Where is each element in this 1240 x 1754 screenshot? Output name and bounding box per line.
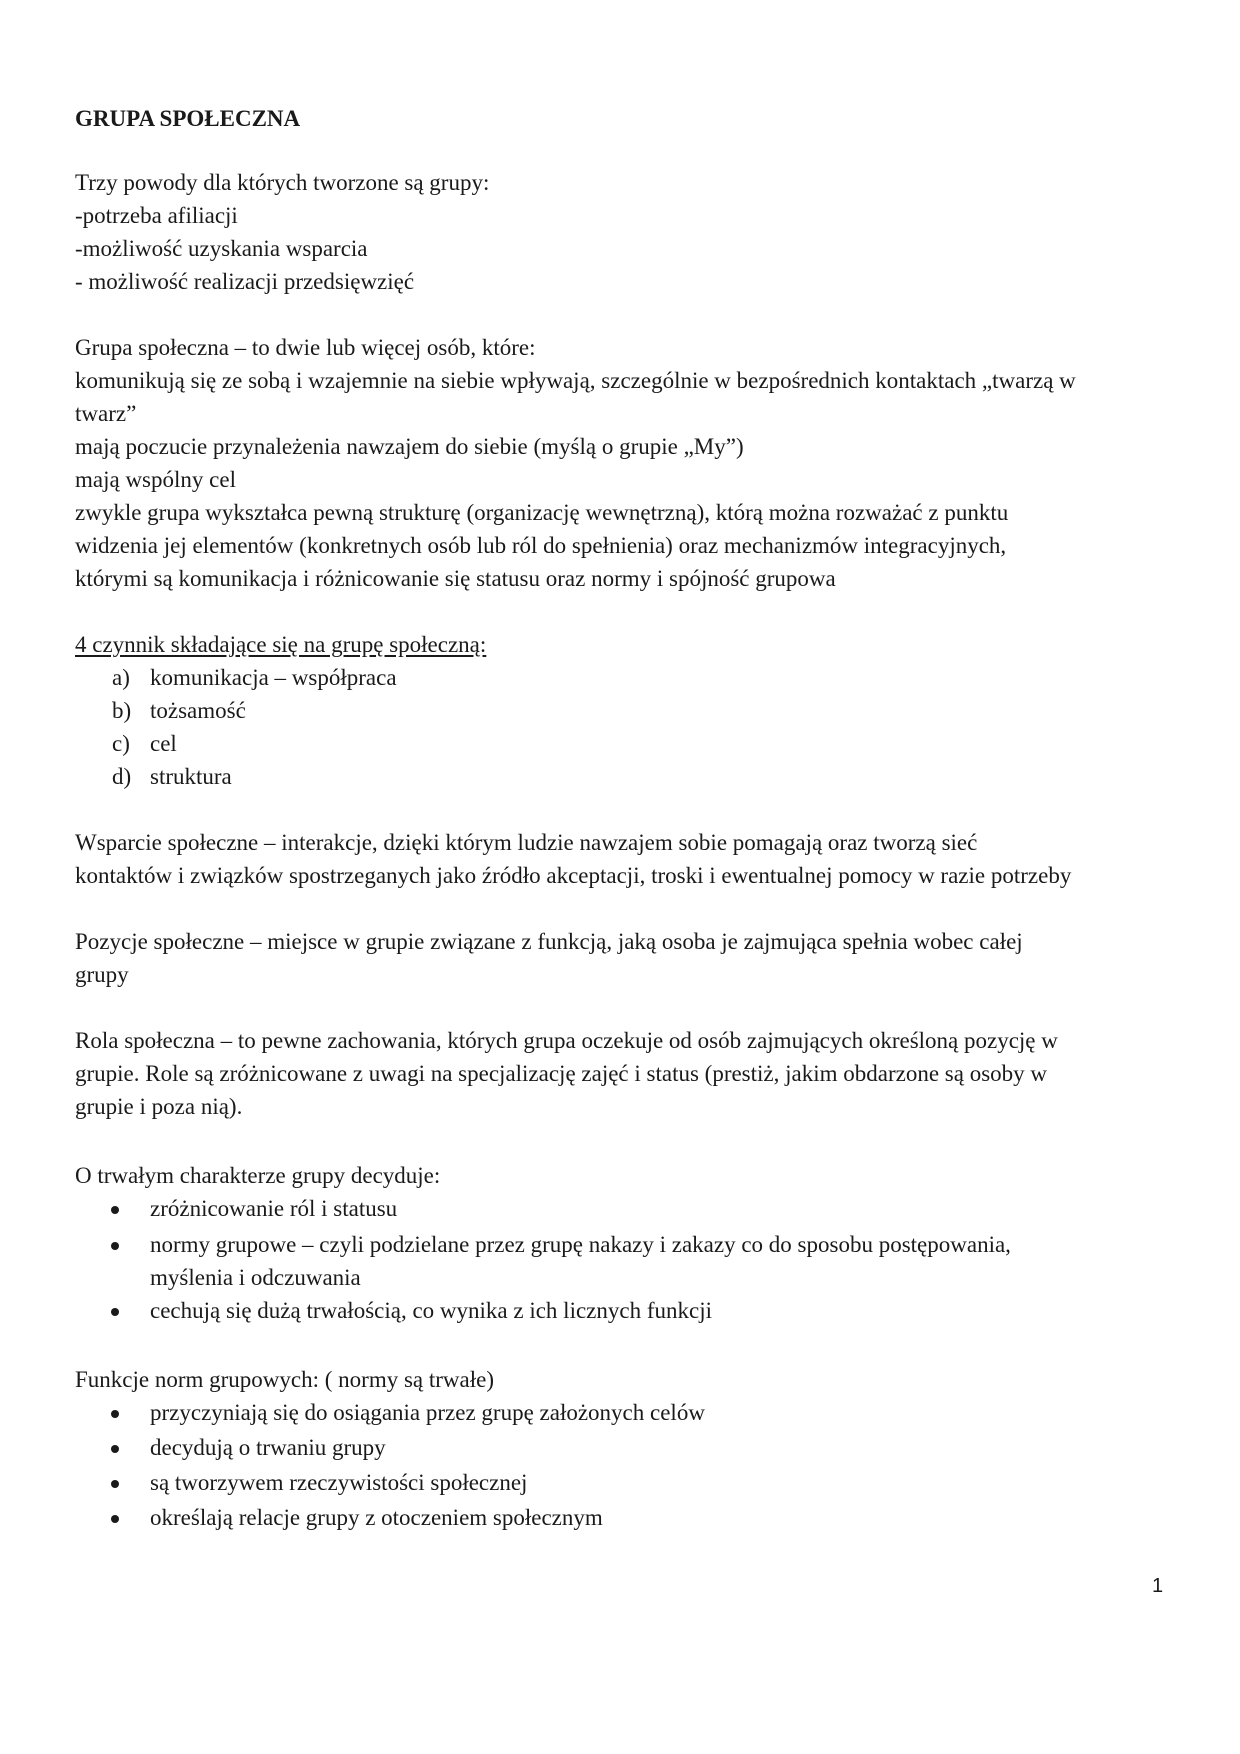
factor-text: struktura [150, 764, 232, 789]
norm-function-item: przyczyniają się do osiągania przez grupę założonych celów [150, 1400, 705, 1425]
factor-label: b) [112, 698, 132, 723]
norm-function-item: decydują o trwaniu grupy [150, 1435, 386, 1460]
durability-item: zróżnicowanie ról i statusu [150, 1196, 398, 1221]
durability-item: cechują się dużą trwałością, co wynika z ich licznych funkcji [150, 1298, 712, 1323]
bullet-icon [111, 1515, 119, 1523]
bullet-icon [111, 1445, 119, 1453]
bullet-icon [111, 1480, 119, 1488]
bullet-icon [111, 1242, 119, 1250]
definition-line: widzenia jej elementów (konkretnych osób lub ról do spełnienia) oraz mechanizmów integracyjnych, [75, 533, 1007, 558]
durability-intro: O trwałym charakterze grupy decyduje: [75, 1163, 441, 1188]
definition-line: zwykle grupa wykształca pewną strukturę (organizację wewnętrzną), którą można rozważać z punktu [75, 500, 1009, 525]
page-title: GRUPA SPOŁECZNA [75, 106, 301, 131]
factor-text: tożsamość [150, 698, 246, 723]
factor-label: c) [112, 731, 130, 756]
norm-function-item: określają relacje grupy z otoczeniem społecznym [150, 1505, 603, 1530]
durability-item: myślenia i odczuwania [150, 1265, 361, 1290]
factor-text: cel [150, 731, 177, 756]
reason-item: -możliwość uzyskania wsparcia [75, 236, 368, 261]
factor-label: d) [112, 764, 132, 789]
definition-line: twarz” [75, 401, 137, 426]
support-line: Wsparcie społeczne – interakcje, dzięki którym ludzie nawzajem sobie pomagają oraz tworzą sieć [75, 830, 978, 855]
norm-function-item: są tworzywem rzeczywistości społecznej [150, 1470, 528, 1495]
factor-label: a) [112, 665, 130, 690]
bullet-icon [111, 1410, 119, 1418]
definition-line: którymi są komunikacja i różnicowanie się statusu oraz normy i spójność grupowa [75, 566, 836, 591]
definition-line: mają wspólny cel [75, 467, 236, 492]
reason-item: -potrzeba afiliacji [75, 203, 238, 228]
norm-functions-intro: Funkcje norm grupowych: ( normy są trwałe) [75, 1367, 495, 1392]
role-line: grupie. Role są zróżnicowane z uwagi na specjalizację zajęć i status (prestiż, jakim obdarzone są osoby w [75, 1061, 1048, 1086]
factor-text: komunikacja – współpraca [150, 665, 397, 690]
reason-item: - możliwość realizacji przedsięwzięć [75, 269, 415, 294]
role-line: grupie i poza nią). [75, 1094, 243, 1119]
durability-item: normy grupowe – czyli podzielane przez grupę nakazy i zakazy co do sposobu postępowania, [150, 1232, 1011, 1257]
reasons-intro: Trzy powody dla których tworzone są grupy: [75, 170, 490, 195]
factors-heading: 4 czynnik składające się na grupę społeczną: [75, 632, 487, 657]
positions-line: Pozycje społeczne – miejsce w grupie związane z funkcją, jaką osoba je zajmująca spełnia wobec całej [75, 929, 1023, 954]
page-number: 1 [1152, 1575, 1164, 1597]
bullet-icon [111, 1206, 119, 1214]
definition-line: komunikują się ze sobą i wzajemnie na siebie wpływają, szczególnie w bezpośrednich kontaktach „twarzą w [75, 368, 1076, 393]
definition-line: Grupa społeczna – to dwie lub więcej osób, które: [75, 335, 536, 360]
role-line: Rola społeczna – to pewne zachowania, których grupa oczekuje od osób zajmujących określoną pozycję w [75, 1028, 1058, 1053]
support-line: kontaktów i związków spostrzeganych jako źródło akceptacji, troski i ewentualnej pomocy w razie potrzeby [75, 863, 1072, 888]
definition-line: mają poczucie przynależenia nawzajem do siebie (myślą o grupie „My”) [75, 434, 744, 459]
bullet-icon [111, 1308, 119, 1316]
positions-line: grupy [75, 962, 129, 987]
